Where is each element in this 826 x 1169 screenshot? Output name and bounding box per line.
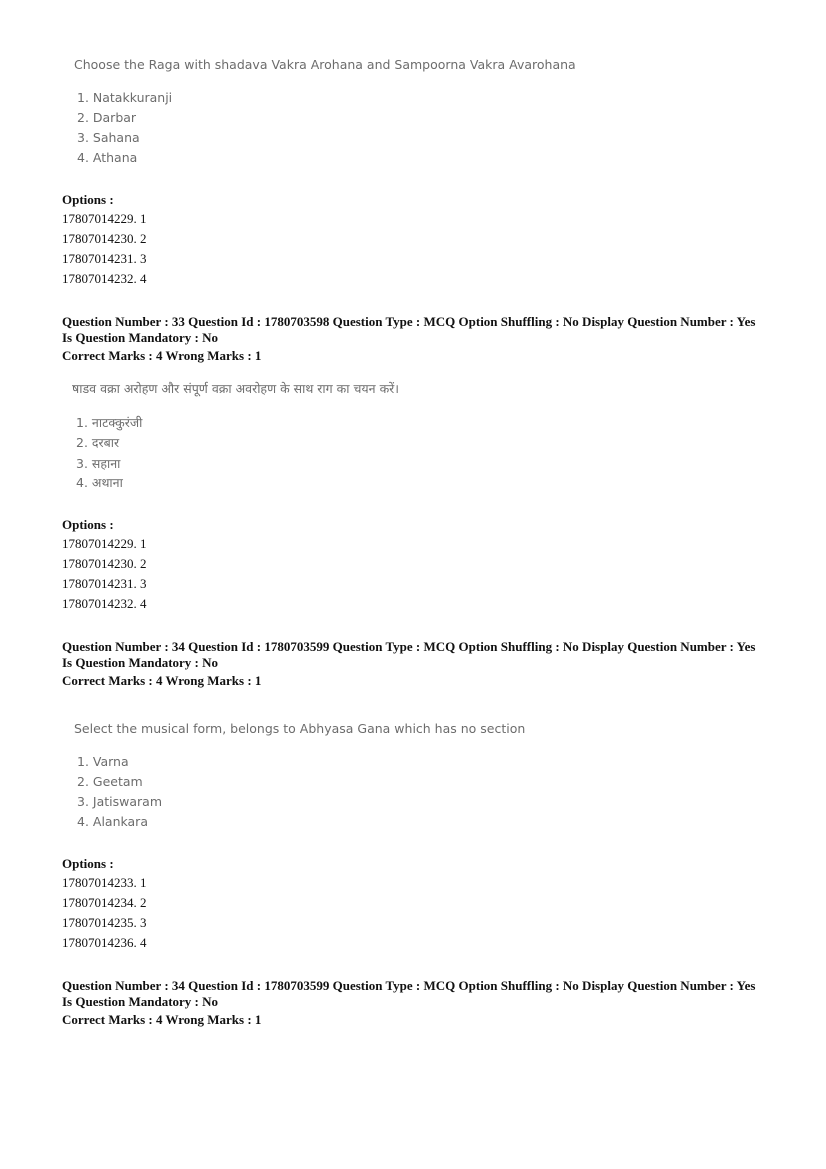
option-id: 17807014235. 3	[62, 915, 147, 930]
mandatory-line: Is Question Mandatory : No	[62, 994, 219, 1009]
question-text: Select the musical form, belongs to Abhyasa Gana which has no section	[74, 721, 526, 736]
option-id: 17807014233. 1	[62, 875, 147, 890]
question-text: षाडव वक्रा अरोहण और संपूर्ण वक्रा अवरोहण के साथ राग का चयन करें।	[72, 381, 400, 396]
option-id: 17807014229. 1	[62, 211, 147, 226]
mandatory-line: Is Question Mandatory : No	[62, 330, 219, 345]
choice-item: 3. सहाना	[76, 456, 121, 471]
question-header: Question Number : 33 Question Id : 1780703598 Question Type : MCQ Option Shuffling : No Display Question Number : Yes	[62, 314, 756, 329]
choice-item: 4. Athana	[77, 150, 138, 165]
choice-item: 4. Alankara	[77, 814, 148, 829]
choice-item: 1. Varna	[77, 754, 129, 769]
choice-item: 3. Sahana	[77, 130, 140, 145]
option-id: 17807014230. 2	[62, 556, 147, 571]
option-id: 17807014232. 4	[62, 271, 147, 286]
options-label: Options :	[62, 192, 114, 207]
question-header: Question Number : 34 Question Id : 1780703599 Question Type : MCQ Option Shuffling : No Display Question Number : Yes	[62, 639, 756, 654]
choice-item: 4. अथाना	[76, 475, 123, 490]
choice-item: 1. नाटक्कुरंजी	[76, 415, 143, 430]
option-id: 17807014231. 3	[62, 576, 147, 591]
option-id: 17807014234. 2	[62, 895, 147, 910]
choice-item: 1. Natakkuranji	[77, 90, 173, 105]
choice-item: 2. Darbar	[77, 110, 137, 125]
marks-line: Correct Marks : 4 Wrong Marks : 1	[62, 348, 262, 363]
options-label: Options :	[62, 517, 114, 532]
option-id: 17807014231. 3	[62, 251, 147, 266]
option-id: 17807014236. 4	[62, 935, 147, 950]
question-header: Question Number : 34 Question Id : 1780703599 Question Type : MCQ Option Shuffling : No Display Question Number : Yes	[62, 978, 756, 993]
mandatory-line: Is Question Mandatory : No	[62, 655, 219, 670]
option-id: 17807014232. 4	[62, 596, 147, 611]
option-id: 17807014229. 1	[62, 536, 147, 551]
options-label: Options :	[62, 856, 114, 871]
question-text: Choose the Raga with shadava Vakra Arohana and Sampoorna Vakra Avarohana	[74, 57, 576, 72]
choice-item: 2. दरबार	[76, 435, 120, 450]
marks-line: Correct Marks : 4 Wrong Marks : 1	[62, 1012, 262, 1027]
option-id: 17807014230. 2	[62, 231, 147, 246]
choice-item: 3. Jatiswaram	[77, 794, 162, 809]
marks-line: Correct Marks : 4 Wrong Marks : 1	[62, 673, 262, 688]
choice-item: 2. Geetam	[77, 774, 143, 789]
